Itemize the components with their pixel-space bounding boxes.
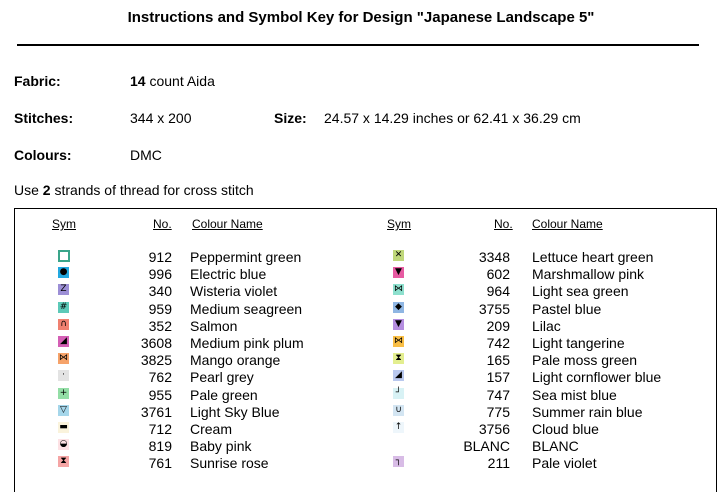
colour-number: 912 [148,249,172,265]
instruction-pre: Use [14,182,43,198]
header-no-right: No. [494,217,513,231]
colour-number: 3825 [140,352,172,368]
corner-icon: ┐ [393,456,404,467]
colour-number: 211 [487,455,510,471]
colours-value: DMC [130,147,162,163]
colour-name: Sea mist blue [532,387,617,403]
colour-number: 340 [148,283,172,299]
header-sym-left: Sym [52,217,76,231]
colour-number: 761 [148,455,172,471]
bowtie-icon: ⋈ [59,353,68,363]
stitches-value: 344 x 200 [130,110,192,126]
colour-number: 964 [486,283,510,299]
colour-number: 747 [486,387,510,403]
corner-icon: ┘ [393,388,404,399]
fabric-label: Fabric: [14,73,61,89]
colour-name: BLANC [532,438,579,454]
diamond-icon: ◆ [393,302,404,313]
colour-name: Sunrise rose [190,455,269,471]
down-triangle-icon: ▼ [393,319,404,330]
page-title: Instructions and Symbol Key for Design "Japanese Landscape 5" [127,9,595,26]
colour-name: Light Sky Blue [190,404,280,420]
colour-name: Medium seagreen [190,301,303,317]
arrow-up-icon: ↑ [394,422,403,432]
colour-name: Light cornflower blue [532,369,662,385]
circle-icon: ● [59,267,68,277]
colour-number: 602 [486,266,510,282]
colour-number: 3755 [478,301,510,317]
title-rule [17,44,699,46]
colour-name: Cloud blue [532,421,599,437]
colour-number: 3756 [478,421,510,437]
hourglass-icon: ⧗ [393,353,404,364]
bowtie-icon: ⋈ [394,284,403,294]
colour-number: 209 [486,318,510,334]
colour-number: 959 [148,301,172,317]
x-icon: ✕ [394,250,403,260]
instruction-post: strands of thread for cross stitch [50,182,254,198]
colours-label: Colours: [14,147,72,163]
colour-number: 996 [148,266,172,282]
instruction-text [14,182,254,198]
colour-number: 819 [148,438,172,454]
size-value: 24.57 x 14.29 inches or 62.41 x 36.29 cm [324,110,581,126]
colour-number: 775 [486,404,510,420]
colour-number: 762 [148,369,172,385]
colour-name: Pale green [190,387,258,403]
header-no-left: No. [153,217,172,231]
colour-name: Lettuce heart green [532,249,654,265]
colour-number: 3348 [478,249,510,265]
colour-name: Pale violet [532,455,597,471]
colour-number: 712 [148,421,172,437]
header-name-right: Colour Name [532,217,603,231]
stitches-label: Stitches: [14,110,74,126]
colour-name: Pearl grey [190,369,254,385]
dot-icon: · [58,370,69,381]
cup-icon: ∪ [393,405,404,416]
bowtie-icon: ⋈ [394,336,403,346]
arch-icon: ∩ [58,319,69,330]
colour-name: Cream [190,421,233,437]
size-label: Size: [274,110,307,126]
z-icon: Z [58,284,69,295]
hourglass-icon: ⧗ [58,456,69,467]
square-outline-icon [58,250,70,262]
colour-number: 3608 [140,335,172,351]
colour-name: Light sea green [532,283,629,299]
colour-name: Lilac [532,318,561,334]
colour-name: Baby pink [190,438,252,454]
header-sym-right: Sym [387,217,411,231]
bar-icon: ▬ [59,422,68,432]
colour-name: Pale moss green [532,352,638,368]
colour-name: Light tangerine [532,335,625,351]
colour-number: 157 [486,369,510,385]
down-triangle-icon: ▽ [58,405,69,416]
heart-icon: ▼ [393,267,404,278]
colour-number: 352 [148,318,172,334]
colour-name: Medium pink plum [190,335,304,351]
colour-name: Marshmallow pink [532,266,645,282]
instruction-strands: 2 [42,182,51,198]
half-circle-icon: ◒ [59,439,68,449]
hash-icon: # [59,302,68,312]
colour-name: Wisteria violet [190,283,278,299]
fabric-count: 14 [130,73,146,89]
plus-icon: + [59,388,68,398]
triangle-icon: ◢ [58,336,69,347]
colour-name: Salmon [190,318,238,334]
fabric-type: count Aida [145,73,215,89]
colour-name: Pastel blue [532,301,602,317]
colour-number: 955 [148,387,172,403]
colour-name: Summer rain blue [532,404,643,420]
colour-number: 742 [486,335,510,351]
fabric-value [130,73,215,89]
colour-number: BLANC [463,438,510,454]
colour-number: 165 [486,352,510,368]
colour-name: Peppermint green [190,249,302,265]
colour-number: 3761 [140,404,172,420]
colour-name: Mango orange [190,352,281,368]
header-name-left: Colour Name [192,217,263,231]
triangle-icon: ◢ [393,370,404,381]
colour-name: Electric blue [190,266,267,282]
blank-icon [393,439,404,450]
